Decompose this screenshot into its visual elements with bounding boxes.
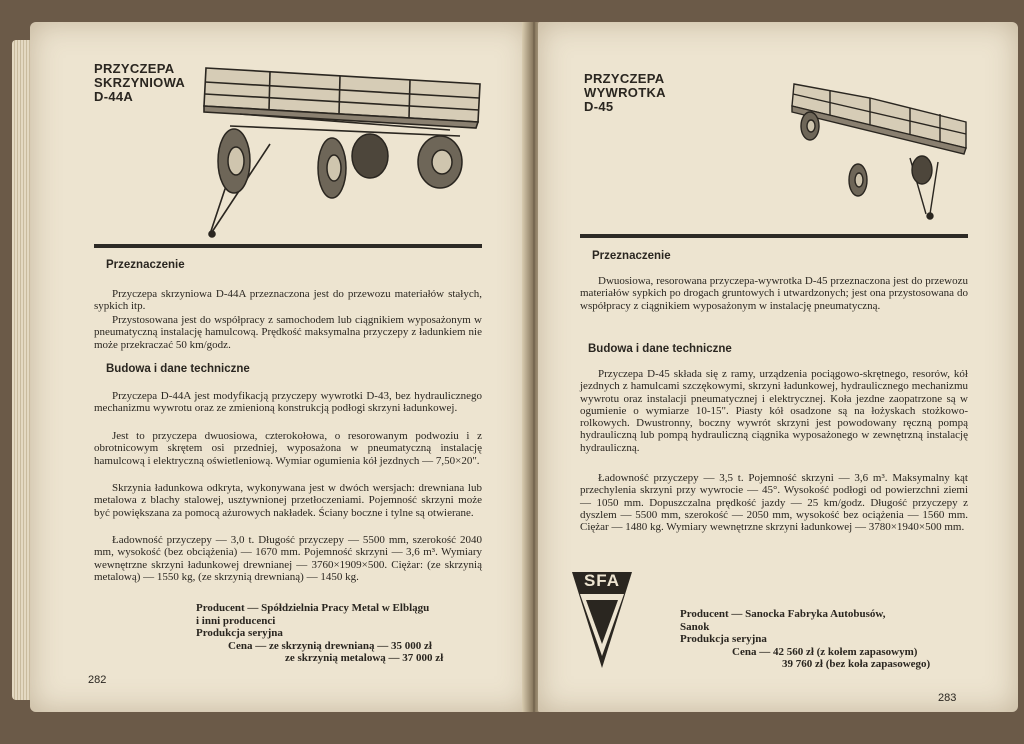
purpose-heading: Przeznaczenie (592, 250, 671, 262)
trailer-d44a-illustration (200, 64, 490, 239)
sfa-logo (570, 570, 634, 670)
purpose-paragraph: Przystosowana jest do współpracy z samochodem lub ciągnikiem wyposażonym w pneumatyczną instalację hamulcową. Prędkość maksymalna przyczepy z ładunkiem nie może przekraczać 50 km/godz. (94, 314, 482, 351)
producer-line: i inni producenci (196, 614, 276, 627)
title-line: PRZYCZEPA (94, 61, 175, 76)
page-number: 283 (938, 692, 957, 704)
build-heading: Budowa i dane techniczne (106, 363, 250, 375)
producer-block (196, 602, 443, 665)
build-paragraph: Jest to przyczepa dwuosiowa, czterokołowa, o resorowanym podwoziu i z obrotnicowym skrętem osi przedniej, wyposażona w pneumatyczną instalację hamulcową i elektryczną oświetleniową. Wymiar ogumienia kół jezdnych — 7,50×20". (94, 430, 482, 467)
left-page (30, 22, 530, 712)
page-number: 282 (88, 674, 107, 686)
producer-line: Producent — Sanocka Fabryka Autobusów, (680, 608, 886, 620)
producer-block (680, 608, 930, 671)
section-rule (580, 234, 968, 238)
right-page-title (584, 72, 666, 114)
build-paragraph: Przyczepa D-45 składa się z ramy, urządzenia pociągowo-skrętnego, resorów, kół jezdnych z hamulcami szczękowymi, skrzyni ładunkowej, hydraulicznego mechanizmu wywrotu oraz instalacji pneumatycznej i elektrycznej. Koła jezdne zaopatrzone są w ogumienie o wymiarze 10-15". Piasty kół osadzone są na łożyskach stożkowo-rolkowych. Dwustronny, boczny wywrót skrzyni jest powodowany ręczną pompą hydrauliczną lub pompą hydrauliczną ciągnika wyposażonego w zewnętrzną instalację hydrauliczną. (580, 368, 968, 454)
build-heading: Budowa i dane techniczne (588, 343, 732, 355)
build-paragraph: Przyczepa D-44A jest modyfikacją przyczepy wywrotki D-43, bez hydraulicznego mechanizmu wywrotu oraz ze zmienioną konstrukcją podłogi skrzyni ładunkowej. (94, 390, 482, 415)
trailer-d45-illustration (790, 78, 970, 238)
title-line: SKRZYNIOWA (94, 75, 186, 90)
producer-line: Produkcja seryjna (680, 633, 767, 645)
title-line: D-44A (94, 89, 134, 104)
title-line: WYWROTKA (584, 85, 666, 100)
purpose-paragraph: Dwuosiowa, resorowana przyczepa-wywrotka D-45 przeznaczona jest do przewozu materiałów sypkich po drogach gruntowych i utwardzonych; jest ona przystosowana do współpracy z ciągnikiem wyposażonym w instalację pneumatyczną. (580, 275, 968, 312)
purpose-paragraph: Przyczepa skrzyniowa D-44A przeznaczona jest do przewozu materiałów stałych, sypkich itp. (94, 288, 482, 313)
price-line: ze skrzynią metalową — 37 000 zł (285, 652, 444, 664)
producer-line: Sanok (680, 620, 710, 633)
build-paragraph: Skrzynia ładunkowa odkryta, wykonywana jest w dwóch wersjach: drewniana lub metalowa z blachy stalowej, usztywnionej przetłoczeniami. Pojemność skrzyni może być powiększana za pomocą ażurowych nakładek. Ściany boczne i tylne są otwierane. (94, 482, 482, 519)
title-line: PRZYCZEPA (584, 71, 665, 86)
title-line: D-45 (584, 99, 614, 114)
price-line: Cena — 42 560 zł (z kołem zapasowym) (732, 645, 918, 658)
purpose-heading: Przeznaczenie (106, 259, 185, 271)
sfa-logo-text: SFA (583, 571, 621, 590)
price-line: Cena — ze skrzynią drewnianą — 35 000 zł (228, 639, 432, 652)
build-paragraph: Ładowność przyczepy — 3,5 t. Pojemność skrzyni — 3,6 m³. Maksymalny kąt przechylenia skrzyni przy wywrocie — 45°. Wysokość podłogi od powierzchni ziemi — 1050 mm. Dopuszczalna prędkość jazdy — 25 km/godz. Długość przyczepy z dyszlem — 5500 mm, szerokość — 2050 mm, wysokość bez ociążenia — 1560 mm. Ciężar — 1480 kg. Wymiary wewnętrzne skrzyni ładunkowej — 3780×1940×500 mm. (580, 472, 968, 534)
right-page (538, 22, 1018, 712)
producer-line: Producent — Spółdzielnia Pracy Metal w Elblągu (196, 602, 430, 614)
price-line: 39 760 zł (bez koła zapasowego) (782, 658, 931, 670)
left-page-title (94, 62, 185, 104)
section-rule (94, 244, 482, 248)
build-paragraph: Ładowność przyczepy — 3,0 t. Długość przyczepy — 5500 mm, szerokość 2040 mm, wysokość (bez obciążenia) — 1670 mm. Pojemność skrzyni — 3,6 m³. Wymiary wewnętrzne skrzyni ładunkowej drewnianej — 3760×1909×500. Ciężar: (ze skrzynią metalową) — 1550 kg, (ze skrzynią drewnianą) — 1450 kg. (94, 534, 482, 583)
producer-line: Produkcja seryjna (196, 627, 283, 639)
